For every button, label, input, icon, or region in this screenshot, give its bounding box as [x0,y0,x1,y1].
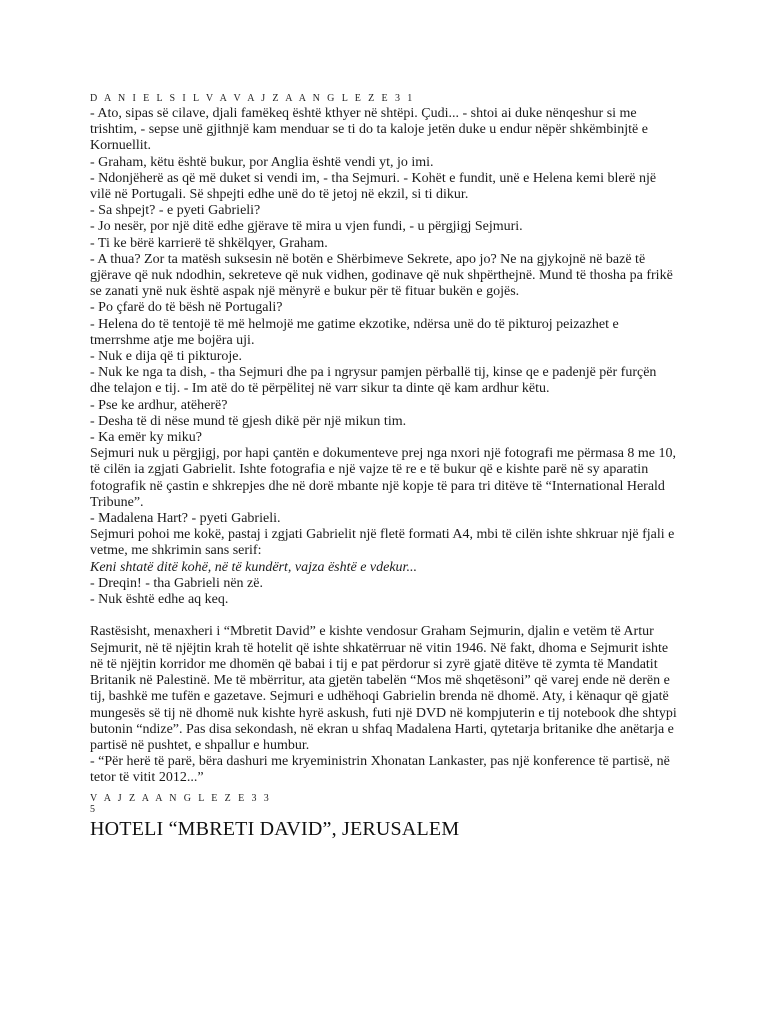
paragraph: - Nuk është edhe aq keq. [90,592,229,608]
running-footer-title: V A J Z A A N G L E Z E 3 3 [90,793,272,804]
paragraph: - “Për herë të parë, bëra dashuri me kryeministrin Xhonatan Lankaster, pas një konference të partisë, në tetor të vitit 2012...” [90,754,670,786]
paragraph: - Jo nesër, por një ditë edhe gjërave të mira u vjen fundi, - u përgjigj Sejmuri. [90,219,523,235]
paragraph: - Graham, këtu është bukur, por Anglia është vendi yt, jo imi. [90,154,434,170]
paragraph-gap [90,608,680,624]
paragraph: - Po çfarë do të bësh në Portugali? [90,300,283,316]
running-header: D A N I E L S I L V A V A J Z A A N G L E Z E 3 1 [90,93,415,104]
paragraph-italic: Keni shtatë ditë kohë, në të kundërt, vajza është e vdekur... [90,559,417,575]
paragraph: - Helena do të tentojë të më helmojë me gatime ekzotike, ndërsa unë do të pikturoj peizazhet e tmerrshme atje me bojëra uji. [90,316,619,348]
paragraph: - Ndonjëherë as që më duket si vendi im, - tha Sejmuri. - Kohët e fundit, unë e Helena kemi blerë një vilë në Portugali. Së shpejti edhe unë do të jetoj në ekzil, si ti dikur. [90,170,657,203]
paragraph: Sejmuri nuk u përgjigj, por hapi çantën e dokumenteve prej nga nxori një fotografi me përmasa 8 me 10, të cilën ia zgjati Gabrielit. Ishte fotografia e një vajze të re e të bukur që e kishte parë në sy aparatin fotografik në çastin e shkrepjes dhe në dorë mbante një kopje të para tri ditëve të “International Herald Tribune”. [90,446,677,510]
paragraph: Sejmuri pohoi me kokë, pastaj i zgjati Gabrielit një fletë formati A4, mbi të cilën ishte shkruar një fjali e vetme, me shkrimin sans serif: [90,527,675,559]
page-number: 5 [90,804,95,815]
paragraph: - Nuk e dija që ti pikturoje. [90,349,243,365]
page-footer [90,793,690,841]
paragraph: - A thua? Zor ta matësh suksesin në botën e Shërbimeve Sekrete, apo jo? Ne na gjykojnë në bazë të gjërave që nuk ndodhin, sekreteve që nuk vidhen, godinave që nuk shpërthejnë. Mund të thosha pa frikë se zanati ynë nuk është aspak një mënyrë e bukur për të fituar bukën e gojës. [90,251,673,300]
chapter-heading: HOTELI “MBRETI DAVID”, JERUSALEM [90,818,460,840]
paragraph: - Nuk ke nga ta dish, - tha Sejmuri dhe pa i ngrysur pamjen përballë tij, kinse qe e padenjë për furçën dhe telajon e tij. - Im atë do të përpëlitej në varr sikur ta dinte që kam ardhur këtu. [90,365,657,397]
paragraph: - Ka emër ky miku? [90,430,202,446]
paragraph: - Dreqin! - tha Gabrieli nën zë. [90,575,263,591]
paragraph: Rastësisht, menaxheri i “Mbretit David” e kishte vendosur Graham Sejmurin, djalin e vetëm të Artur Sejmurit, në të njëjtin krah të hotelit që ishte shkatërruar në vitin 1946. Në fakt, dhoma e Sejmurit ishte në të njëjtin korridor me dhomën që babai i tij e pat përdorur si zyrë gjatë ditëve të zymta të Mandatit Britanik në Palestinë. Me të mbërritur, ata gjetën tabelën “Mos më shqetësoni” që varej ende në derën e tij, bashkë me tufën e gazetave. Sejmuri e udhëhoqi Gabrielin brenda në dhomë. Aty, i kënaqur që gjatë mungesës së tij në dhomë nuk kishte hyrë askush, futi një DVD në kompjuterin e tij notebook dhe shtypi butonin “ndize”. Pas disa sekondash, në ekran u shfaq Madalena Harti, qytetarja britanike dhe anëtarja e partisë në pushtet, e shpallur e humbur. [90,624,677,753]
paragraph: - Madalena Hart? - pyeti Gabrieli. [90,511,281,527]
paragraph: - Sa shpejt? - e pyeti Gabrieli? [90,203,261,219]
body-text [90,106,680,787]
paragraph: - Desha të di nëse mund të gjesh dikë për një mikun tim. [90,413,407,429]
paragraph: - Pse ke ardhur, atëherë? [90,397,228,413]
paragraph: - Ti ke bërë karrierë të shkëlqyer, Graham. [90,235,328,251]
paragraph: - Ato, sipas së cilave, djali famëkeq është kthyer në shtëpi. Çudi... - shtoi ai duke nënqeshur si me trishtim, - sepse unë gjithnjë kam menduar se ti do ta kaloje jetën duke u endur nëpër shkëmbinjtë e Kornuellit. [90,106,648,154]
